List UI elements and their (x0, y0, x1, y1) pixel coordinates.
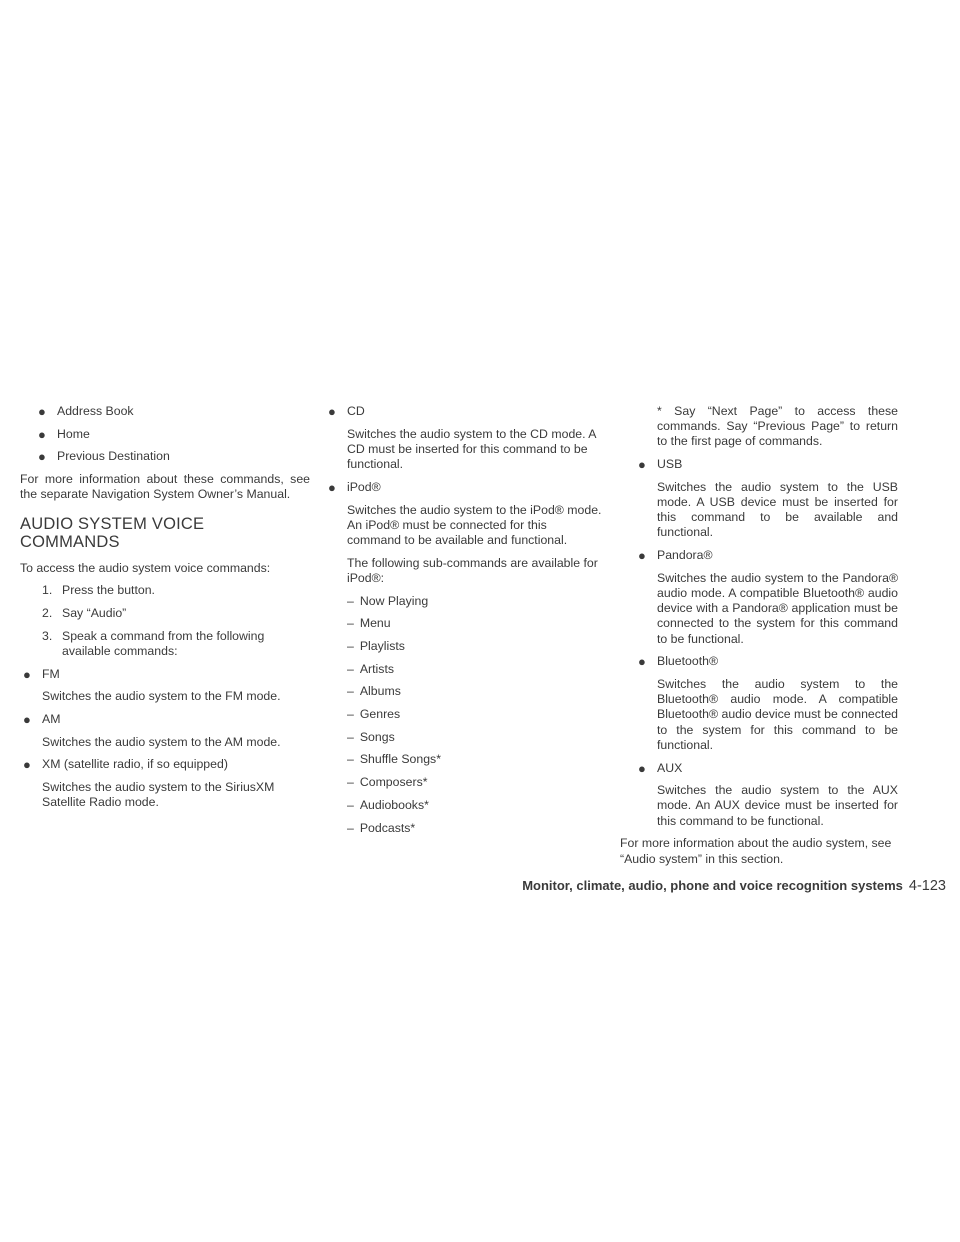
command-description: Switches the audio system to the AUX mode. An AUX device must be inserted for this command to be functional. (657, 783, 898, 828)
command-label: Pandora® (657, 548, 713, 563)
subcommand-text: Songs (359, 729, 395, 744)
bullet-icon: ● (328, 479, 336, 495)
command-item-usb (635, 457, 898, 472)
subcommand-list (325, 594, 603, 836)
command-description: Switches the audio system to the FM mode. (42, 689, 281, 704)
dash-icon: – (347, 593, 354, 608)
subcommand-item (325, 594, 603, 609)
step-text: Speak a command from the following available commands: (62, 628, 265, 658)
dash-icon: – (347, 729, 354, 744)
subcommand-item (325, 639, 603, 654)
page-footer (420, 878, 946, 894)
subcommand-text: Albums (359, 684, 401, 699)
bullet-icon: ● (23, 757, 31, 773)
command-item-cd (325, 404, 603, 419)
step-text: Say “Audio” (62, 605, 127, 620)
step-item (20, 629, 310, 659)
column-2 (325, 404, 603, 843)
subcommand-item (325, 707, 603, 722)
column-1 (20, 404, 310, 818)
command-item-aux (635, 761, 898, 776)
dash-icon: – (347, 616, 354, 631)
bullet-icon: ● (23, 666, 31, 682)
subcommand-item (325, 662, 603, 677)
subcommand-text: Genres (359, 707, 401, 722)
command-description: Switches the audio system to the iPod® mode. An iPod® must be connected for this command to be available and functional. (347, 502, 602, 547)
command-label: iPod® (347, 479, 381, 494)
dash-icon: – (347, 797, 354, 812)
dash-icon: – (347, 707, 354, 722)
command-item-fm (20, 667, 310, 682)
footer-section-title: Monitor, climate, audio, phone and voice recognition systems (522, 878, 903, 893)
command-description: Switches the audio system to the SiriusXM Satellite Radio mode. (42, 780, 275, 810)
subcommand-text: Menu (359, 616, 391, 631)
page-number: 4-123 (908, 878, 946, 894)
command-item-bluetooth (635, 654, 898, 669)
command-item-pandora (635, 548, 898, 563)
step-item (20, 583, 310, 598)
bullet-icon: ● (328, 404, 336, 419)
navigation-info-paragraph: For more information about these commands, see the separate Navigation System Owner’s Manual. (20, 472, 310, 502)
command-item-ipod (325, 480, 603, 495)
dash-icon: – (347, 638, 354, 653)
command-description: Switches the audio system to the Bluetooth® audio mode. A compatible Bluetooth® audio device must be connected to the system for this command to be functional. (657, 677, 898, 752)
list-item (35, 449, 310, 464)
column-3 (620, 404, 898, 874)
command-label: Bluetooth® (657, 654, 719, 669)
bullet-icon: ● (38, 426, 46, 442)
subcommand-item (325, 752, 603, 767)
intro-paragraph: To access the audio system voice commands: (20, 560, 271, 575)
subcommand-item (325, 821, 603, 836)
command-description: Switches the audio system to the USB mode. A USB device must be inserted for this command to be available and functional. (657, 479, 898, 540)
dash-icon: – (347, 820, 354, 835)
command-item-xm (20, 757, 310, 772)
subcommand-item (325, 798, 603, 813)
step-text: Press the button. (62, 583, 155, 598)
command-label: AUX (657, 760, 683, 775)
step-number: 3. (42, 628, 53, 643)
subcommand-text: Composers* (359, 775, 428, 790)
subcommand-text: Now Playing (359, 593, 429, 608)
bullet-icon: ● (638, 654, 646, 670)
command-description: Switches the audio system to the AM mode. (42, 734, 281, 749)
bullet-icon: ● (638, 760, 646, 776)
bullet-icon: ● (23, 711, 31, 727)
list-item-text: Previous Destination (57, 449, 170, 464)
subcommand-intro: The following sub-commands are available for iPod®: (347, 555, 598, 585)
dash-icon: – (347, 684, 354, 699)
bullet-icon: ● (638, 548, 646, 564)
dash-icon: – (347, 752, 354, 767)
command-label: USB (657, 457, 683, 472)
subcommand-item (325, 730, 603, 745)
command-item-am (20, 712, 310, 727)
dash-icon: – (347, 661, 354, 676)
subcommand-item (325, 775, 603, 790)
dash-icon: – (347, 775, 354, 790)
command-label: CD (347, 404, 365, 418)
subcommand-text: Playlists (359, 638, 405, 653)
page-navigation-note: * Say “Next Page” to access these commands. Say “Previous Page” to return to the first page of commands. (657, 404, 898, 449)
subcommand-text: Audiobooks* (359, 797, 429, 812)
subcommand-text: Podcasts* (359, 820, 416, 835)
command-label: FM (42, 666, 60, 681)
bullet-icon: ● (38, 404, 46, 419)
subcommand-text: Artists (359, 661, 395, 676)
bullet-icon: ● (638, 457, 646, 473)
heading-line-1: AUDIO SYSTEM VOICE (20, 514, 205, 533)
closing-paragraph: For more information about the audio system, see “Audio system” in this section. (620, 836, 892, 866)
command-description: Switches the audio system to the Pandora® audio mode. A compatible Bluetooth® audio device with a Pandora® application must be connected to the system for this command to be functional. (657, 570, 898, 646)
subcommand-item (325, 684, 603, 699)
list-item (35, 427, 310, 442)
step-number: 2. (42, 605, 53, 620)
step-item (20, 606, 310, 621)
command-label: XM (satellite radio, if so equipped) (42, 757, 228, 772)
list-item-text: Address Book (57, 404, 134, 418)
subcommand-text: Shuffle Songs* (359, 752, 441, 767)
step-number: 1. (42, 583, 53, 598)
list-item (35, 404, 310, 419)
command-label: AM (42, 711, 61, 726)
list-item-text: Home (57, 426, 90, 441)
command-description: Switches the audio system to the CD mode. A CD must be inserted for this command to be functional. (347, 426, 596, 472)
section-heading (20, 515, 310, 551)
subcommand-item (325, 616, 603, 631)
bullet-icon: ● (38, 449, 46, 465)
heading-line-2: COMMANDS (20, 532, 120, 551)
